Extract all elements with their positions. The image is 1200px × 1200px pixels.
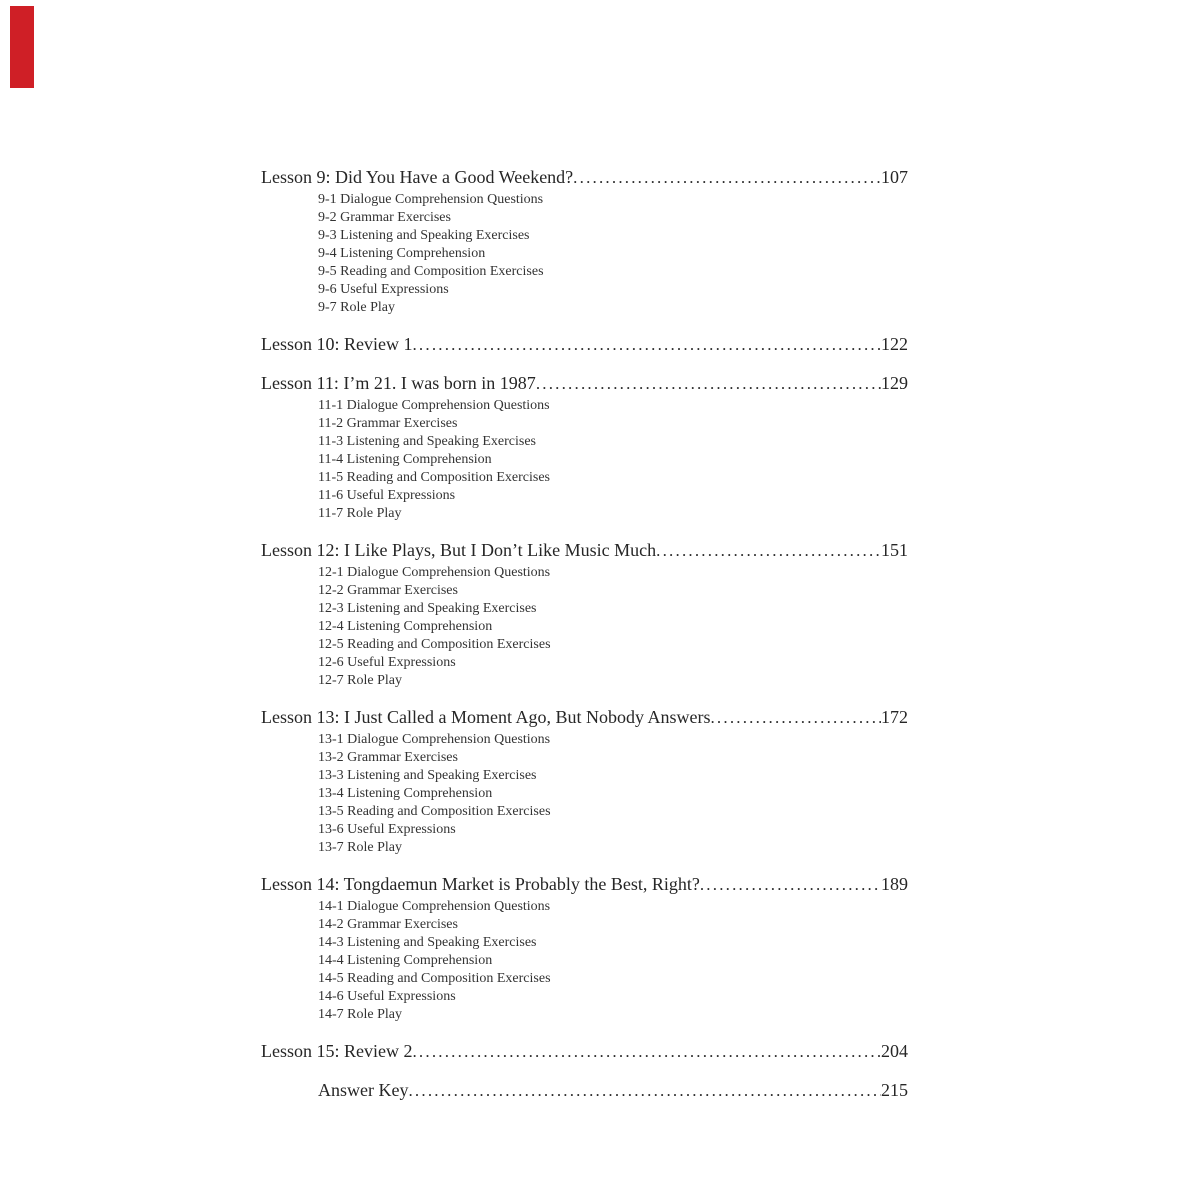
dot-leader: [710, 706, 881, 729]
toc-entry-title: Lesson 12: I Like Plays, But I Don’t Like Music Much: [261, 540, 657, 560]
toc-subitem: 12-6 Useful Expressions: [318, 655, 456, 670]
toc-section-lesson-11: [261, 372, 908, 523]
toc-section-lesson-13: [261, 706, 908, 857]
toc-subitem: 12-3 Listening and Speaking Exercises: [318, 601, 537, 616]
toc-entry-title: Lesson 15: Review 2: [261, 1041, 413, 1061]
toc-subitem: 13-5 Reading and Composition Exercises: [318, 804, 551, 819]
toc-subitem: 9-4 Listening Comprehension: [318, 246, 486, 261]
toc-subitem: 13-3 Listening and Speaking Exercises: [318, 768, 537, 783]
toc-subitem: 14-1 Dialogue Comprehension Questions: [318, 899, 551, 914]
toc-entry-lesson-12: [261, 539, 908, 562]
toc-subitems: [261, 896, 908, 1024]
dot-leader: [536, 372, 881, 395]
toc-subitem: 13-4 Listening Comprehension: [318, 786, 493, 801]
toc-entry-lesson-13: [261, 706, 908, 729]
toc-section-lesson-14: [261, 873, 908, 1024]
toc-subitem: 9-1 Dialogue Comprehension Questions: [318, 192, 544, 207]
toc-subitem: 9-6 Useful Expressions: [318, 282, 449, 297]
toc-subitem: 12-7 Role Play: [318, 673, 402, 688]
toc-entry-lesson-14: [261, 873, 908, 896]
toc-subitem: 14-5 Reading and Composition Exercises: [318, 971, 551, 986]
toc-subitem: 9-5 Reading and Composition Exercises: [318, 264, 544, 279]
dot-leader: [656, 539, 881, 562]
toc-subitem: 11-7 Role Play: [318, 506, 402, 521]
dot-leader: [412, 333, 881, 356]
toc-subitem: 11-4 Listening Comprehension: [318, 452, 492, 467]
toc-entry-title: Lesson 10: Review 1: [261, 334, 413, 354]
toc-entry-title: Lesson 9: Did You Have a Good Weekend?: [261, 167, 574, 187]
toc-subitem: 14-4 Listening Comprehension: [318, 953, 493, 968]
bookmark-ribbon: [10, 6, 34, 88]
toc-entry-lesson-11: [261, 372, 908, 395]
toc-entry-lesson-10: [261, 333, 908, 356]
toc-subitem: 12-5 Reading and Composition Exercises: [318, 637, 551, 652]
dot-leader: [700, 873, 881, 896]
toc-subitem: 11-1 Dialogue Comprehension Questions: [318, 398, 550, 413]
toc-subitem: 11-2 Grammar Exercises: [318, 416, 458, 431]
toc-entry-page: 172: [881, 707, 908, 727]
toc-subitems: [261, 729, 908, 857]
toc-subitem: 9-2 Grammar Exercises: [318, 210, 451, 225]
toc-entry-title: Lesson 13: I Just Called a Moment Ago, But Nobody Answers: [261, 707, 711, 727]
toc-section-lesson-15: [261, 1040, 908, 1063]
toc-subitem: 9-7 Role Play: [318, 300, 395, 315]
dot-leader: [573, 166, 881, 189]
toc-entry-lesson-9: [261, 166, 908, 189]
table-of-contents: [261, 166, 908, 1102]
toc-entry-page: 129: [881, 373, 908, 393]
toc-entry-lesson-15: [261, 1040, 908, 1063]
toc-subitem: 11-3 Listening and Speaking Exercises: [318, 434, 536, 449]
dot-leader: [408, 1079, 881, 1102]
toc-subitems: [261, 562, 908, 690]
toc-section-lesson-12: [261, 539, 908, 690]
toc-subitem: 13-7 Role Play: [318, 840, 402, 855]
toc-subitem: 14-7 Role Play: [318, 1007, 402, 1022]
toc-entry-page: 189: [881, 874, 908, 894]
toc-subitem: 9-3 Listening and Speaking Exercises: [318, 228, 530, 243]
toc-subitem: 13-2 Grammar Exercises: [318, 750, 458, 765]
toc-subitem: 14-3 Listening and Speaking Exercises: [318, 935, 537, 950]
toc-subitem: 12-1 Dialogue Comprehension Questions: [318, 565, 551, 580]
dot-leader: [412, 1040, 881, 1063]
toc-entry-answer-key: [261, 1079, 908, 1102]
toc-section-answer-key: [261, 1079, 908, 1102]
toc-subitems: [261, 189, 908, 317]
toc-entry-page: 107: [881, 167, 908, 187]
toc-section-lesson-10: [261, 333, 908, 356]
toc-subitem: 11-5 Reading and Composition Exercises: [318, 470, 550, 485]
toc-subitems: [261, 395, 908, 523]
toc-entry-title: Answer Key: [318, 1080, 409, 1100]
toc-entry-page: 215: [881, 1080, 908, 1100]
toc-subitem: 13-6 Useful Expressions: [318, 822, 456, 837]
toc-subitem: 12-2 Grammar Exercises: [318, 583, 458, 598]
toc-section-lesson-9: [261, 166, 908, 317]
toc-subitem: 11-6 Useful Expressions: [318, 488, 456, 503]
toc-entry-page: 151: [881, 540, 908, 560]
toc-entry-title: Lesson 11: I’m 21. I was born in 1987: [261, 373, 536, 393]
toc-entry-page: 204: [881, 1041, 908, 1061]
toc-entry-page: 122: [881, 334, 908, 354]
toc-entry-title: Lesson 14: Tongdaemun Market is Probably the Best, Right?: [261, 874, 700, 894]
toc-subitem: 14-6 Useful Expressions: [318, 989, 456, 1004]
toc-subitem: 13-1 Dialogue Comprehension Questions: [318, 732, 551, 747]
toc-subitem: 12-4 Listening Comprehension: [318, 619, 493, 634]
toc-subitem: 14-2 Grammar Exercises: [318, 917, 458, 932]
